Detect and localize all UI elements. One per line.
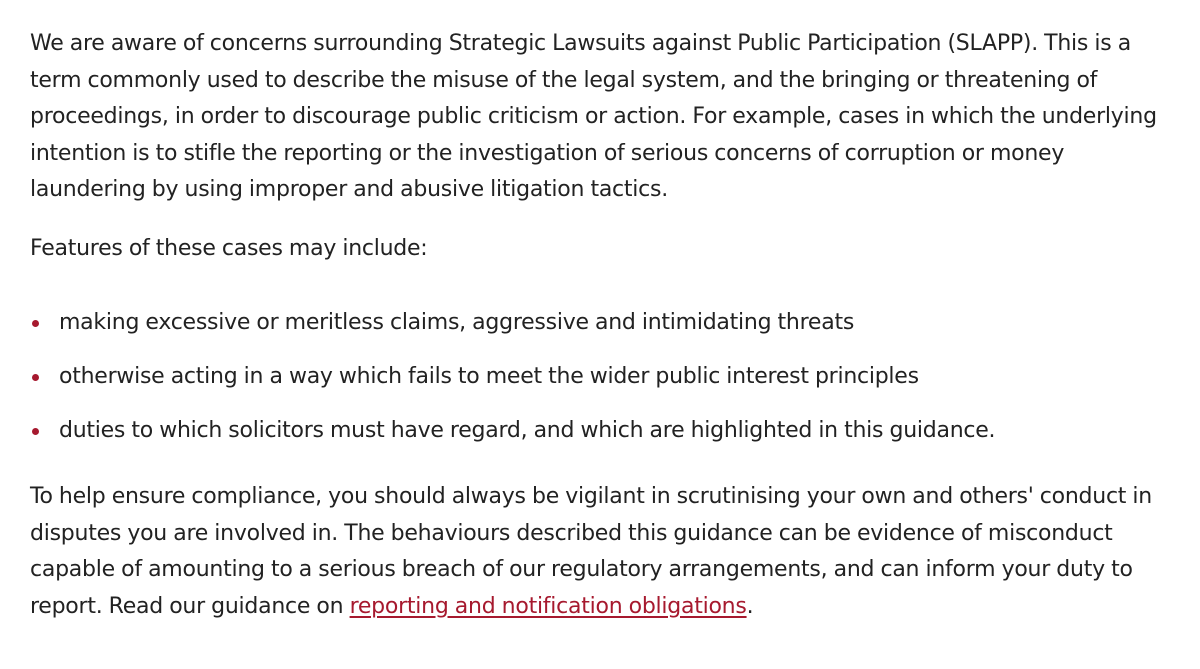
list-item — [30, 305, 1170, 341]
list-item — [30, 413, 1170, 449]
closing-paragraph — [30, 479, 1175, 625]
intro-paragraph: We are aware of concerns surrounding Strategic Lawsuits against Public Participation (SLAPP). This is a term commonly used to describe the misuse of the legal system, and the bringing or threatening of proceedings, in order to discourage public criticism or action. For example, cases in which the underlying intention is to stifle the reporting or the investigation of serious concerns of corruption or money laundering by using improper and abusive litigation tactics. — [30, 31, 1157, 202]
bullet-icon — [32, 428, 39, 435]
list-item-text: duties to which solicitors must have regard, and which are highlighted in this guidance. — [59, 418, 996, 443]
list-item-text: making excessive or meritless claims, aggressive and intimidating threats — [59, 310, 855, 335]
list-item-text: otherwise acting in a way which fails to meet the wider public interest principles — [59, 364, 919, 389]
features-intro: Features of these cases may include: — [30, 235, 428, 261]
bullet-icon — [32, 374, 39, 381]
closing-paragraph-text: To help ensure compliance, you should always be vigilant in scrutinising your own and others' conduct in disputes you are involved in. The behaviours described this guidance can be evidence of misconduct capable of amounting to a serious breach of our regulatory arrangements, and can inform your duty to report. Read our guidance on — [30, 484, 1152, 619]
list-item — [30, 359, 1170, 395]
closing-period: . — [746, 593, 754, 619]
bullet-icon — [32, 320, 39, 327]
reporting-obligations-link[interactable]: reporting and notification obligations — [349, 593, 747, 619]
features-list — [30, 305, 1170, 449]
